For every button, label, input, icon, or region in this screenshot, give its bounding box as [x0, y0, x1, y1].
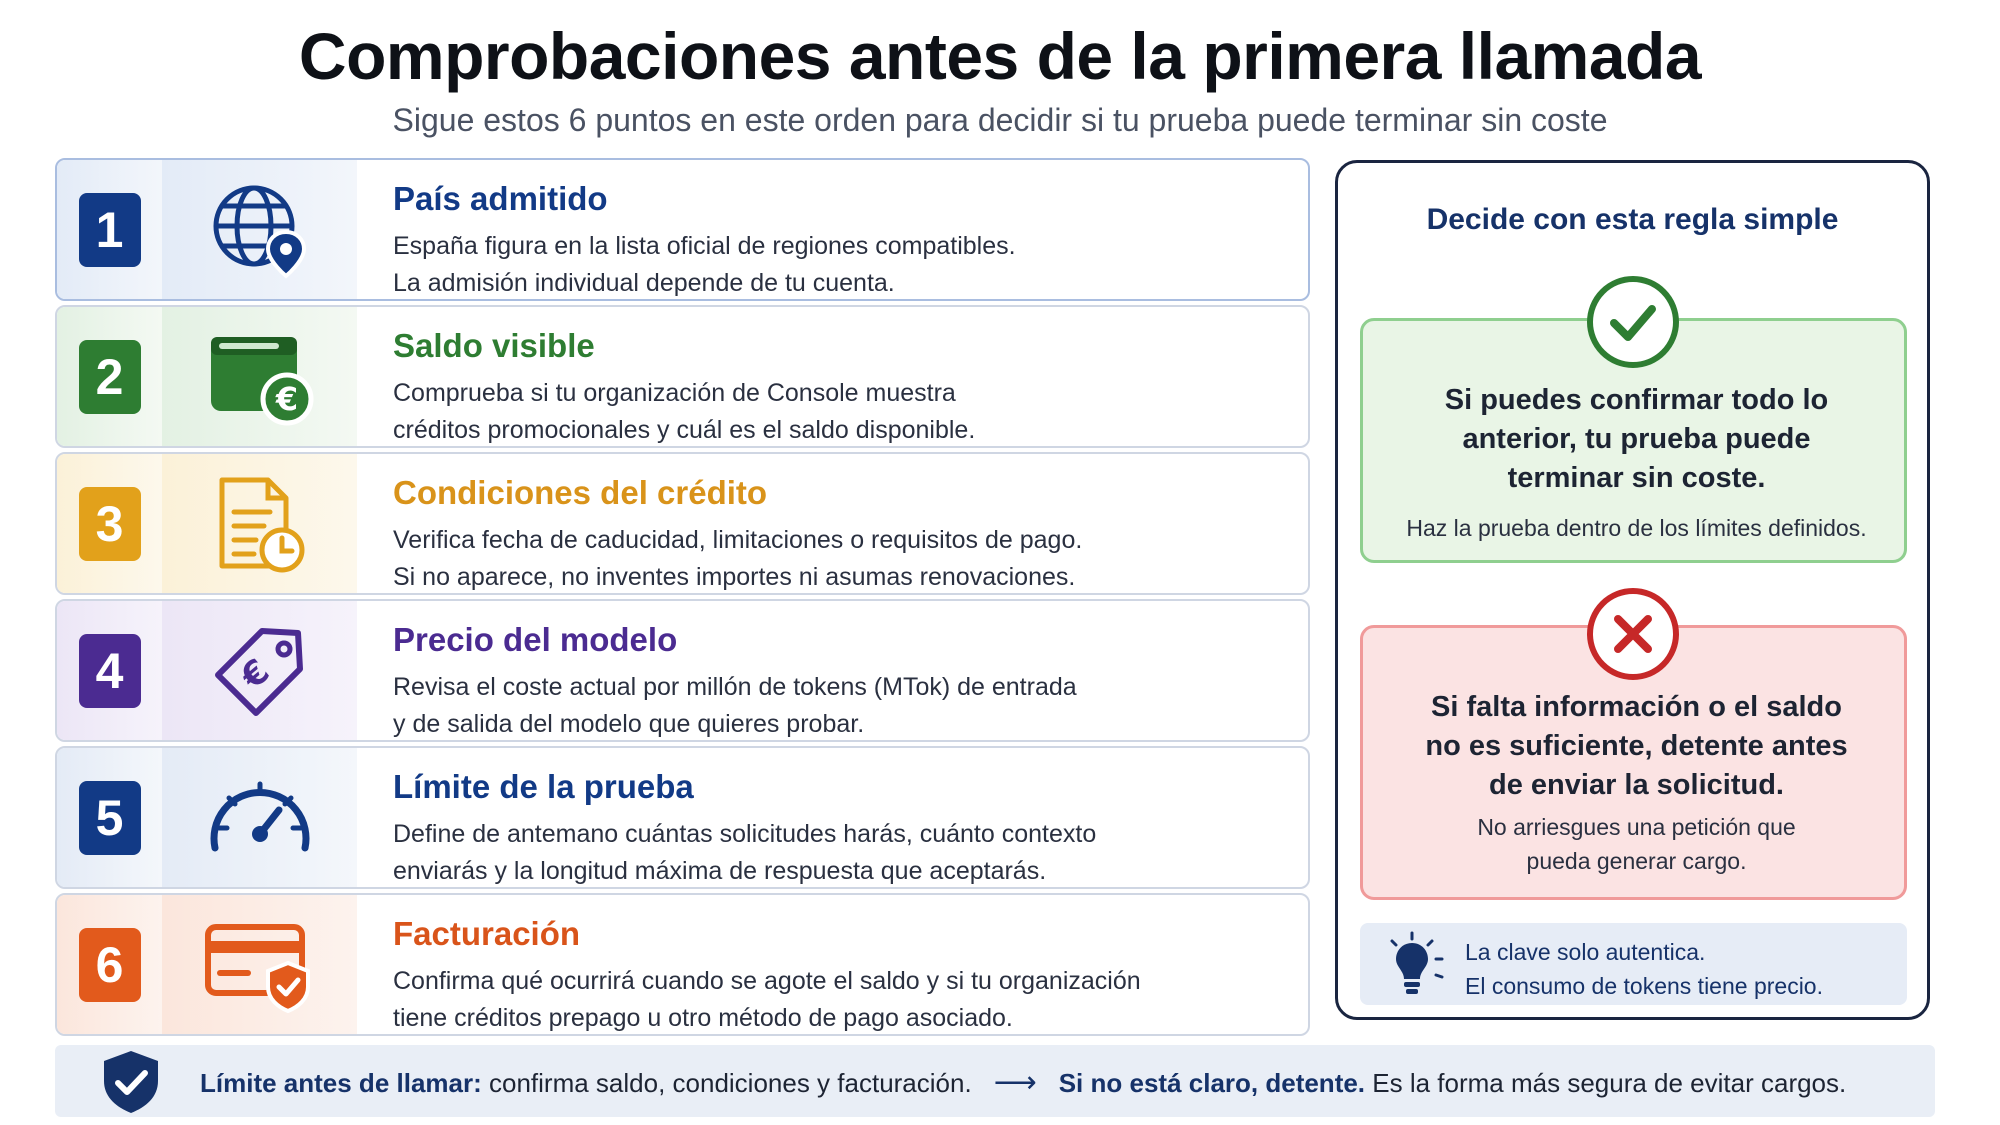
page-subtitle: Sigue estos 6 puntos en este orden para decidir si tu prueba puede terminar sin coste: [392, 102, 1608, 138]
step-line: Comprueba si tu organización de Console muestra: [393, 379, 956, 407]
step-line: España figura en la lista oficial de regiones compatibles.: [393, 232, 1016, 260]
footer-text: [200, 1065, 1846, 1100]
step-line: Si no aparece, no inventes importes ni asumas renovaciones.: [393, 563, 1076, 591]
step-2: [55, 305, 1310, 448]
price-tag-euro-icon: [210, 621, 310, 721]
step-number: 1: [79, 193, 141, 267]
footer-banner: [55, 1045, 1935, 1117]
step-number: 4: [79, 634, 141, 708]
step-line: Revisa el coste actual por millón de tokens (MTok) de entrada: [393, 673, 1077, 701]
wallet-euro-icon: [205, 327, 315, 427]
check-circle-icon: [1587, 276, 1679, 368]
step-line: créditos promocionales y cuál es el saldo disponible.: [393, 416, 976, 444]
success-text: Si puedes confirmar todo lo anterior, tu prueba puede terminar sin coste.: [1444, 384, 1829, 494]
shield-check-icon: [100, 1049, 162, 1115]
step-line: La admisión individual depende de tu cuenta.: [393, 269, 895, 297]
step-6: [55, 893, 1310, 1036]
step-line: enviarás y la longitud máxima de respuesta que aceptarás.: [393, 857, 1047, 885]
footer-text-2: Es la forma más segura de evitar cargos.: [1372, 1068, 1847, 1098]
step-title: País admitido: [393, 180, 608, 217]
step-3: [55, 452, 1310, 595]
panel-title: Decide con esta regla simple: [1426, 203, 1839, 236]
globe-location-icon: [210, 180, 310, 280]
step-line: Verifica fecha de caducidad, limitaciones o requisitos de pago.: [393, 526, 1083, 554]
step-4: [55, 599, 1310, 742]
credit-card-shield-icon: [202, 915, 317, 1015]
step-line: tiene créditos prepago u otro método de pago asociado.: [393, 1004, 1013, 1032]
step-5: [55, 746, 1310, 889]
arrow-icon: ⟶: [993, 1066, 1037, 1099]
step-number: 5: [79, 781, 141, 855]
x-circle-icon: [1587, 588, 1679, 680]
tip-text: La clave solo autentica. El consumo de tokens tiene precio.: [1465, 939, 1823, 999]
footer-emphasis: Si no está claro, detente.: [1058, 1068, 1366, 1098]
warning-text: Si falta información o el saldo no es suficiente, detente antes de enviar la solicitud.: [1425, 691, 1848, 801]
step-line: Define de antemano cuántas solicitudes harás, cuánto contexto: [393, 820, 1097, 848]
step-line: Confirma qué ocurrirá cuando se agote el saldo y si tu organización: [393, 967, 1141, 995]
step-number: 6: [79, 928, 141, 1002]
speedometer-icon: [205, 768, 315, 868]
document-clock-icon: [210, 474, 310, 574]
step-1: [55, 158, 1310, 301]
decision-panel: [1335, 160, 1930, 1020]
step-title: Saldo visible: [393, 327, 595, 364]
svg-text:€: €: [232, 650, 277, 697]
step-title: Facturación: [393, 915, 581, 952]
footer-text-1: confirma saldo, condiciones y facturación.: [489, 1068, 972, 1098]
success-note: Haz la prueba dentro de los límites definidos.: [1406, 515, 1867, 541]
step-number: 3: [79, 487, 141, 561]
tip-box: [1360, 923, 1907, 1005]
step-title: Condiciones del crédito: [393, 474, 768, 511]
step-title: Precio del modelo: [393, 621, 678, 658]
steps-list: [55, 158, 1310, 1040]
step-line: y de salida del modelo que quieres probar.: [393, 710, 865, 738]
page-title: Comprobaciones antes de la primera llamada: [298, 19, 1702, 93]
step-title: Límite de la prueba: [393, 768, 694, 805]
lightbulb-icon: [1382, 931, 1448, 997]
warning-note: No arriesgues una petición que pueda generar cargo.: [1477, 814, 1796, 874]
svg-text:€: €: [275, 379, 298, 418]
step-number: 2: [79, 340, 141, 414]
footer-lead: Límite antes de llamar:: [200, 1068, 482, 1098]
